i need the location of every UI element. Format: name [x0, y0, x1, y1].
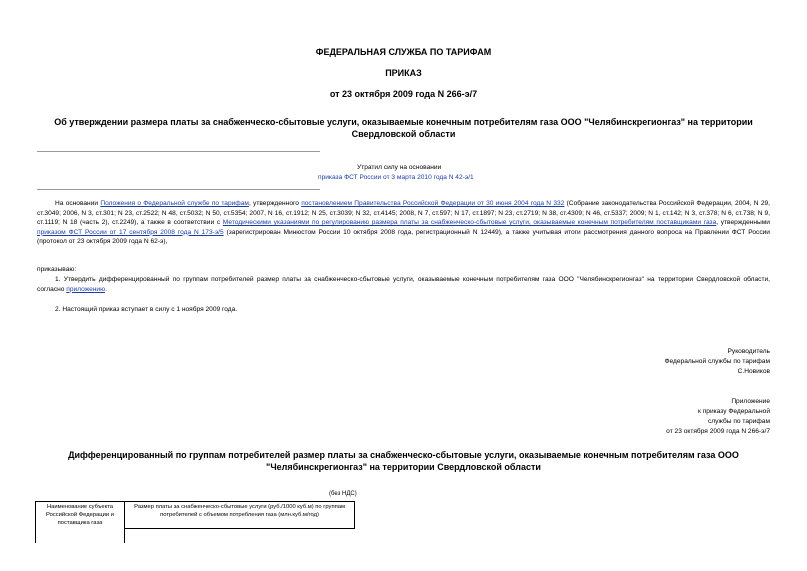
status-text: Утратил силу на основании — [357, 164, 442, 171]
signature-agency: Федеральной службы по тарифам — [664, 358, 770, 365]
document-title-line2: Свердловской области — [351, 129, 456, 139]
link-government-decree[interactable]: постановлением Правительства Российской Федерации от 30 июня 2004 года N 332 — [301, 200, 565, 207]
appendix-label: Приложение — [731, 398, 770, 405]
vat-note: (без НДС) — [329, 491, 357, 497]
divider-bottom — [37, 189, 320, 190]
order-item-1-end: . — [105, 285, 107, 293]
link-appendix[interactable]: приложению — [66, 285, 106, 293]
document-type: ПРИКАЗ — [385, 68, 422, 78]
signature-name: С.Новиков — [737, 368, 770, 375]
appendix-title-line2: "Челябинскрегионгаз" на территории Свердловской области — [266, 462, 541, 472]
table-cell — [125, 528, 355, 543]
appendix-title-line1: Дифференцированный по группам потребителей размер платы за снабженческо-сбытовые услуги, оказываемые конечным потребителям газа ООО — [68, 450, 739, 460]
table-cell — [36, 528, 125, 543]
appendix-ref-line1: к приказу Федеральной — [698, 408, 770, 415]
order-item-1 — [37, 275, 770, 294]
order-item-2: 2. Настоящий приказ вступает в силу с 1 ноября 2009 года. — [55, 306, 238, 313]
agency-name: ФЕДЕРАЛЬНАЯ СЛУЖБА ПО ТАРИФАМ — [315, 47, 492, 57]
preamble-text-a: На основании — [55, 200, 101, 207]
preamble-text-c: (Собрание законодательства Российской Федерации, 2004, N 29, ст.3049; 2006, N 3, ст.301; N 23, ст.2522; N 48, ст.5032; N 50, ст.5354; 2007, N 16, ст.1912; N 25, ст.3039; N 32, ст.4145; 2008, N 7, ст.597; N 17, ст.1897; N 23, ст.2719; N 38, ст.4309; N 46, ст.5337; 2009; N 1, ст.142; N 3, ст.378; N 6, ст.738; N 9, ст.1119; N 18 (часть 2), ст.2249), а также в соответствии с — [37, 200, 770, 227]
document-date-number: от 23 октября 2009 года N 266-э/7 — [329, 89, 478, 99]
table-header-subject: Наименование субъекта Российской Федерации и поставщика газа — [36, 502, 125, 529]
divider-top — [37, 151, 320, 152]
link-fst-order[interactable]: приказом ФСТ России от 17 сентября 2008 года N 173-э/5 — [37, 228, 224, 236]
link-methodical-guidelines[interactable]: Методическими указаниями по регулированию размера платы за снабженческо-сбытовые услуги, оказываемые конечным потребителям поставщиками газа — [222, 219, 717, 227]
link-fst-regulation[interactable]: Положения о Федеральной службе по тарифам — [100, 200, 249, 207]
table-row — [36, 528, 355, 543]
document-title-line1: Об утверждении размера платы за снабженческо-сбытовые услуги, оказываемые конечным потребителям газа ООО "Челябинскрегионгаз" на территории — [54, 117, 753, 127]
preamble-paragraph — [37, 199, 770, 247]
orders-word: приказываю: — [37, 266, 77, 273]
preamble-text-e: (зарегистрирован Минюстом России 10 октября 2008 года, регистрационный N 12449), а также учитывая итоги рассмотрения данного вопроса на Правлении ФСТ России (протокол от 23 октября 2009 года N 62-э), — [37, 228, 770, 246]
order-item-1-text: 1. Утвердить дифференцированный по группам потребителей размер платы за снабженческо-сбытовые услуги, оказываемые конечным потребителям газа ООО "Челябинскрегионгаз" на территории Свердловской области, согласно — [37, 276, 770, 293]
preamble-text-d: , утвержденными — [716, 219, 770, 227]
appendix-ref-line3: от 23 октября 2009 года N 266-э/7 — [666, 428, 770, 435]
status-link[interactable]: приказа ФСТ России от 3 марта 2010 года N 42-э/1 — [318, 174, 474, 181]
table-header-row — [36, 502, 355, 529]
preamble-text-b: , утвержденного — [248, 200, 302, 207]
table-header-fee: Размер платы за снабженческо-сбытовые услуги (руб./1000 куб.м) по группам потребителей с объемом потребления газа (млн.куб.м/год) — [125, 502, 355, 529]
signature-position: Руководитель — [727, 348, 770, 355]
tariff-table — [35, 501, 355, 543]
appendix-ref-line2: службы по тарифам — [707, 418, 770, 425]
